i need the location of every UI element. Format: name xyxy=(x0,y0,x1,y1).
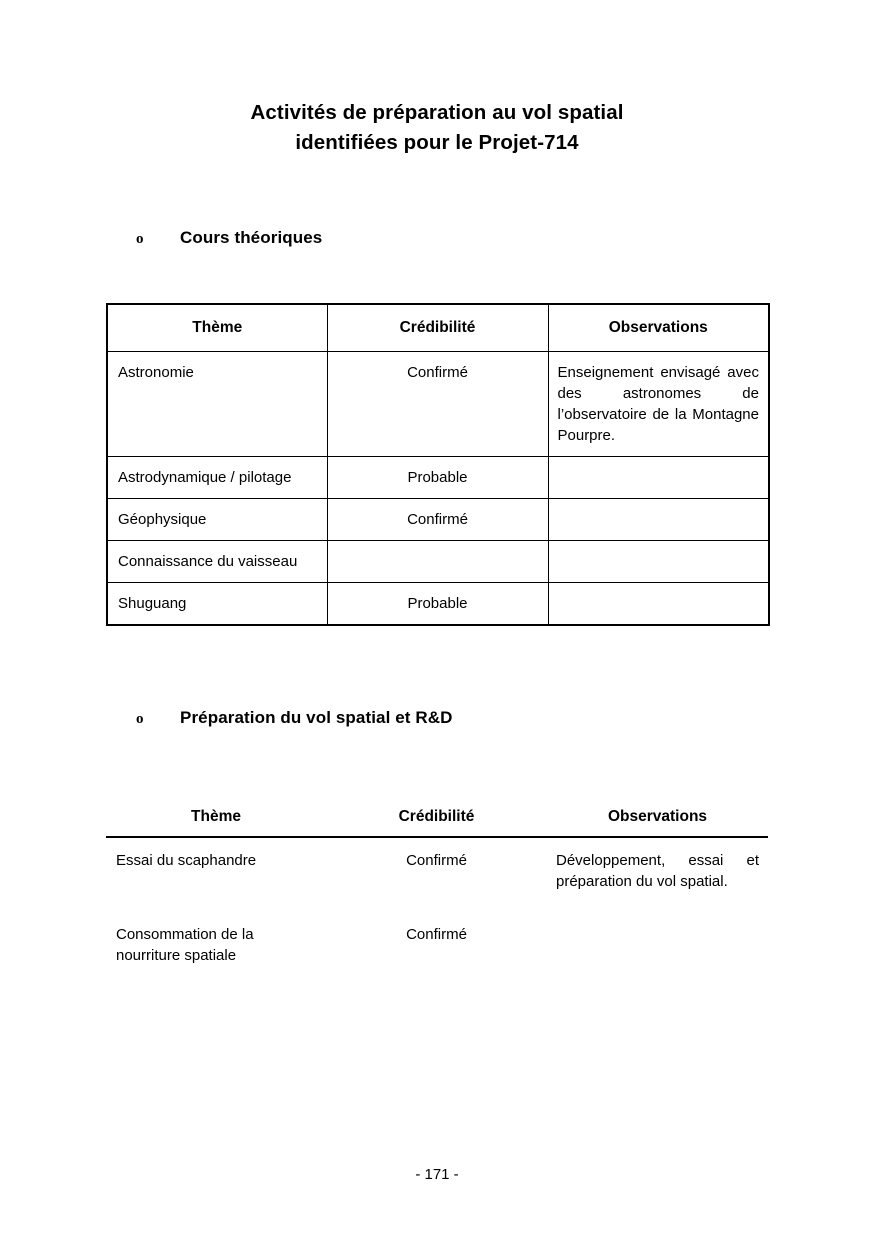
table-row xyxy=(107,541,769,583)
cell-credibilite: Confirmé xyxy=(406,852,467,869)
page-title xyxy=(0,98,874,158)
column-header-credibilite: Crédibilité xyxy=(326,800,547,837)
column-header-observations: Observations xyxy=(547,800,768,837)
table-preparation-vol-spatial-rd xyxy=(106,800,768,978)
table-row xyxy=(106,837,768,904)
table-cours-theoriques xyxy=(106,303,770,626)
cell-credibilite: Confirmé xyxy=(327,352,548,457)
table-row xyxy=(107,352,769,457)
table-row xyxy=(107,583,769,626)
cell-observations xyxy=(547,904,768,978)
cell-observations: Développement, essai et préparation du vol spatial. xyxy=(556,852,759,890)
cell-credibilite: Confirmé xyxy=(406,926,467,943)
table-header-row xyxy=(107,304,769,352)
page-title-line-2: identifiées pour le Projet-714 xyxy=(295,131,579,154)
section-heading-label: Cours théoriques xyxy=(180,228,323,247)
cell-credibilite xyxy=(327,541,548,583)
cell-observations xyxy=(548,499,769,541)
section-heading-label: Préparation du vol spatial et R&D xyxy=(180,708,453,727)
cell-theme: Essai du scaphandre xyxy=(116,852,257,869)
cell-theme: Astronomie xyxy=(107,352,327,457)
cell-theme: Connaissance du vaisseau xyxy=(107,541,327,583)
page-number: - 171 - xyxy=(415,1166,459,1183)
column-header-observations: Observations xyxy=(548,304,769,352)
cell-credibilite: Confirmé xyxy=(327,499,548,541)
bullet-marker-icon: o xyxy=(136,231,144,247)
table-row xyxy=(107,457,769,499)
column-header-theme: Thème xyxy=(106,800,326,837)
cell-credibilite: Probable xyxy=(327,583,548,626)
cell-observations xyxy=(548,541,769,583)
cell-theme: Consommation de la nourriture spatiale xyxy=(116,926,254,964)
table-row xyxy=(106,904,768,978)
cell-theme: Géophysique xyxy=(107,499,327,541)
page-title-line-1: Activités de préparation au vol spatial xyxy=(250,101,624,124)
table-header-row xyxy=(106,800,768,837)
cell-observations xyxy=(548,583,769,626)
cell-credibilite: Probable xyxy=(327,457,548,499)
column-header-credibilite: Crédibilité xyxy=(327,304,548,352)
bullet-marker-icon: o xyxy=(136,711,144,727)
cell-observations xyxy=(548,457,769,499)
cell-theme: Astrodynamique / pilotage xyxy=(107,457,327,499)
section-heading-preparation-vol-spatial-rd xyxy=(136,708,453,728)
table-row xyxy=(107,499,769,541)
column-header-theme: Thème xyxy=(107,304,327,352)
section-heading-cours-theoriques xyxy=(136,228,322,248)
cell-theme: Shuguang xyxy=(107,583,327,626)
cell-observations: Enseignement envisagé avec des astronomes de l’observatoire de la Montagne Pourpre. xyxy=(548,352,769,457)
